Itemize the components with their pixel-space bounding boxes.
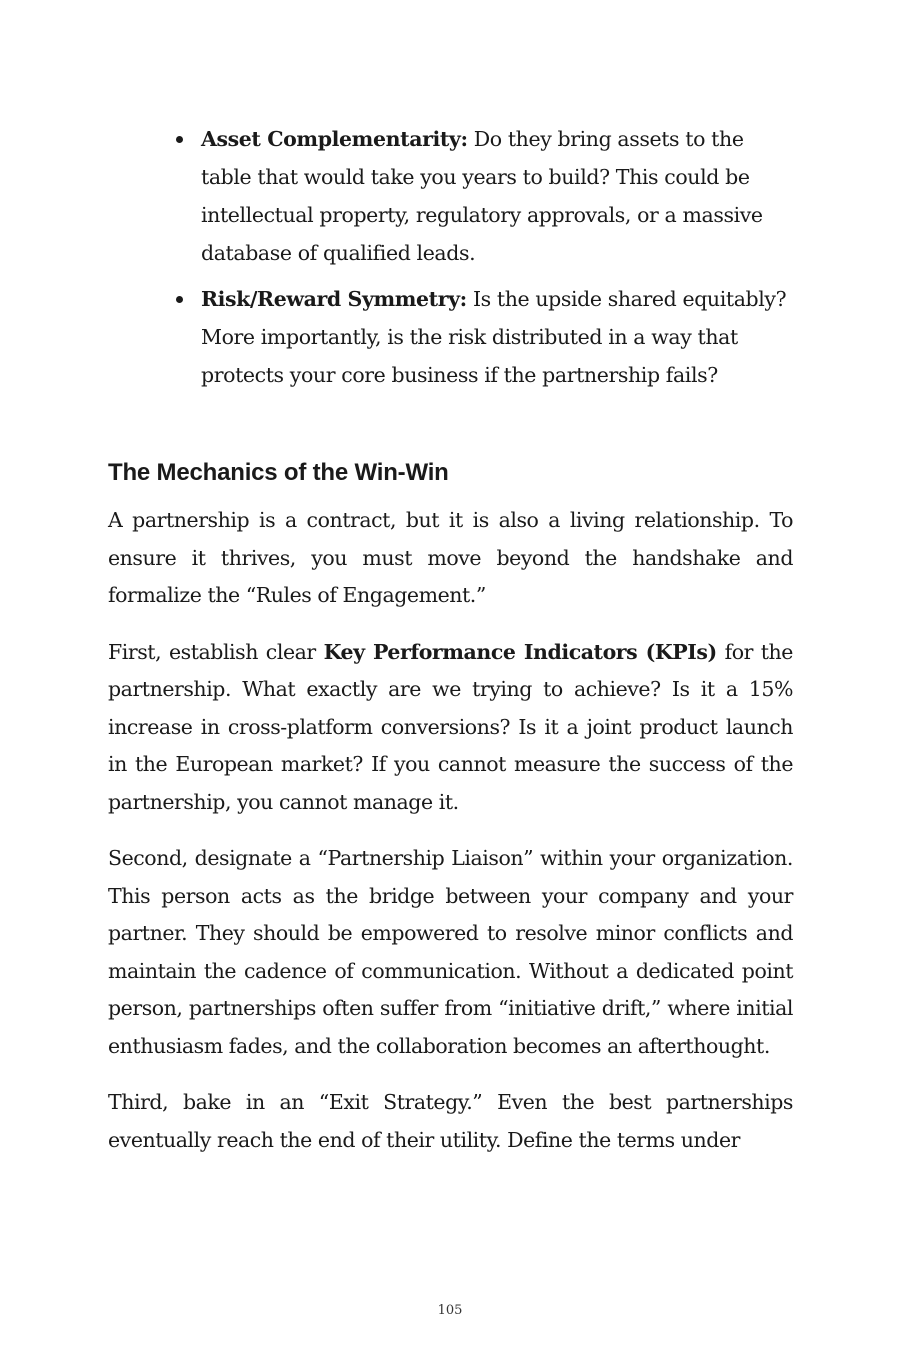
bullet-asset-complementarity xyxy=(201,120,793,272)
paragraph-kpi-lead: First, establish clear xyxy=(108,639,324,664)
paragraph-kpi-rest: for the partnership. What exactly are we trying to achieve? Is it a 15% increase in cross-platform conversions? Is it a joint product launch in the European market? If you cannot measure the success of the partnership, you cannot manage it. xyxy=(108,639,793,814)
bullet-term: Risk/Reward Symmetry: xyxy=(201,287,467,311)
bullet-term: Asset Complementarity: xyxy=(201,127,468,151)
bullet-text: Is the upside shared equitably? More importantly, is the risk distributed in a way that protects your core business if the partnership fails? xyxy=(201,287,787,387)
paragraph-liaison: Second, designate a “Partnership Liaison” within your organization. This person acts as the bridge between your company and your partner. They should be empowered to resolve minor conflicts and maintain the cadence of communication. Without a dedicated point person, partnerships often suffer from “initiative drift,” where initial enthusiasm fades, and the collaboration becomes an afterthought. xyxy=(108,846,793,1058)
kpi-emphasis: Key Performance Indicators (KPIs) xyxy=(323,639,717,664)
paragraph-exit-strategy: Third, bake in an “Exit Strategy.” Even the best partnerships eventually reach the end of their utility. Define the terms under xyxy=(108,1090,793,1152)
paragraph-kpi xyxy=(108,634,793,822)
body-text xyxy=(108,502,793,1178)
paragraph-intro: A partnership is a contract, but it is also a living relationship. To ensure it thrives, you must move beyond the handshake and formalize the “Rules of Engagement.” xyxy=(108,508,793,607)
page-number: 105 xyxy=(437,1303,463,1318)
criteria-bullet-list xyxy=(201,120,793,402)
bullet-text: Do they bring assets to the table that would take you years to build? This could be intellectual property, regulatory approvals, or a massive database of qualified leads. xyxy=(201,127,763,265)
section-heading: The Mechanics of the Win-Win xyxy=(108,459,449,486)
bullet-risk-reward-symmetry xyxy=(201,280,793,394)
